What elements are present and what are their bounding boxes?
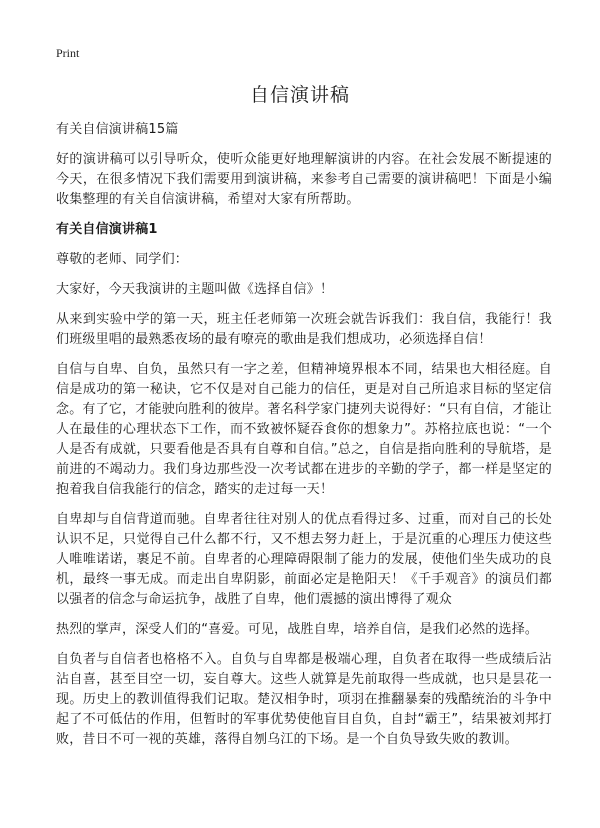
document-subtitle: 有关自信演讲稿15篇 [56, 122, 179, 137]
document-body [56, 120, 552, 760]
body-paragraph: 尊敬的老师、同学们： [56, 252, 189, 267]
document-title: 自信演讲稿 [249, 84, 350, 106]
section-heading: 有关自信演讲稿1 [56, 222, 158, 237]
body-paragraph: 从来到实验中学的第一天，班主任老师第一次班会就告诉我们：我自信，我能行！我们班级里唱的最熟悉夜场的最有嘹亮的歌曲是我们想成功，必须选择自信！ [56, 312, 552, 347]
print-link[interactable]: Print [56, 46, 80, 60]
body-paragraph: 自负者与自信者也格格不入。自负与自卑都是极端心理，自负者在取得一些成绩后沾沾自喜，甚至目空一切，妄自尊大。这些人就算是先前取得一些成就，也只是昙花一现。历史上的教训值得我们记取。楚汉相争时，项羽在推翻暴秦的残酷统治的斗争中起了不可低估的作用，但暂时的军事优势使他盲目自负，自封“霸王”，结果被刘邦打败，昔日不可一视的英雄，落得自刎乌江的下场。是一个自负导致失败的教训。 [56, 652, 552, 747]
body-paragraph: 大家好，今天我演讲的主题叫做《选择自信》！ [56, 282, 334, 297]
body-paragraph: 自卑却与自信背道而驰。自卑者往往对别人的优点看得过多、过重，而对自己的长处认识不足，只觉得自己什么都不行，又不想去努力赶上，于是沉重的心理压力使这些人唯唯诺诺，裹足不前。自卑者的心理障碍限制了能力的发展，使他们坐失成功的良机，最终一事无成。而走出自卑阴影，前面必定是艳阳天！《千手观音》的演员们都以强者的信念与命运抗争，战胜了自卑，他们震撼的演出博得了观众 [56, 512, 552, 607]
body-paragraph: 热烈的掌声，深受人们的“喜爱。可见，战胜自卑，培养自信，是我们必然的选择。 [56, 622, 539, 637]
body-paragraph: 自信与自卑、自负，虽然只有一字之差，但精神境界根本不同，结果也大相径庭。自信是成功的第一秘诀，它不仅是对自己能力的信任，更是对自己所追求目标的坚定信念。有了它，才能驶向胜利的彼岸。著名科学家门捷列夫说得好：“只有自信，才能让人在最佳的心理状态下工作，而不致被怀疑吞食你的想象力”。苏格拉底也说：“一个人是否有成就，只要看他是否具有自尊和自信。”总之，自信是指向胜利的导航塔，是前进的不竭动力。我们身边那些没一次考试都在进步的辛勤的学子，都一样是坚定的抱着我自信我能行的信念，踏实的走过每一天！ [56, 362, 552, 497]
intro-paragraph: 好的演讲稿可以引导听众，使听众能更好地理解演讲的内容。在社会发展不断提速的今天，在很多情况下我们需要用到演讲稿，来参考自己需要的演讲稿吧！下面是小编收集整理的有关自信演讲稿，希望对大家有所帮助。 [56, 152, 552, 207]
